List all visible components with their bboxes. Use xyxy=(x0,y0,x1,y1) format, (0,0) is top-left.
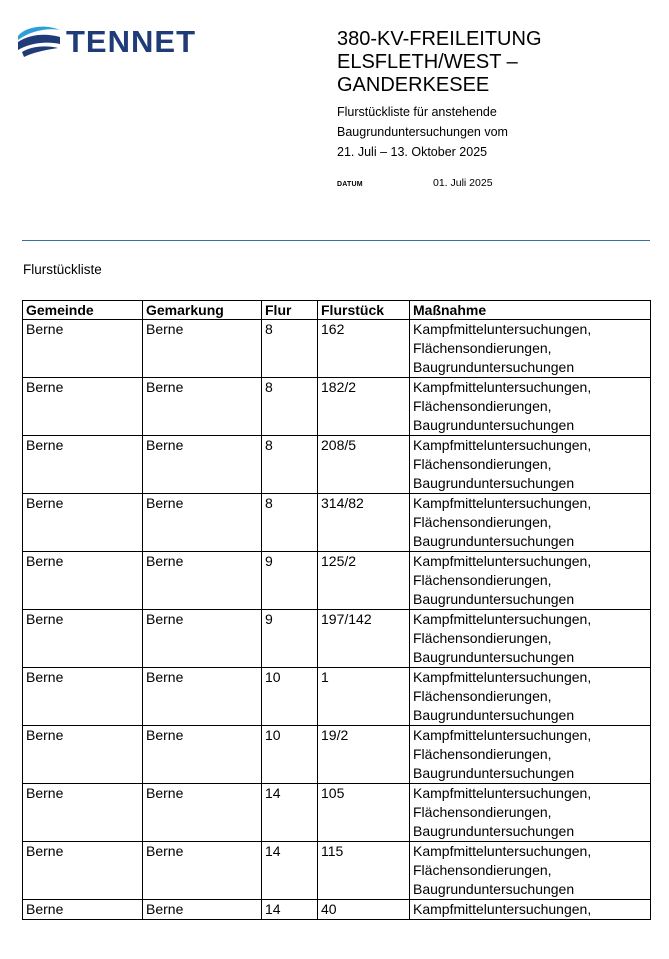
cell-gemeinde: Berne xyxy=(23,552,143,610)
cell-massnahme: Kampfmitteluntersuchungen, Flächensondierungen, Baugrunduntersuchungen xyxy=(410,494,651,552)
cell-gemeinde: Berne xyxy=(23,320,143,378)
date-label: DATUM xyxy=(337,181,363,188)
title-block xyxy=(337,28,657,189)
cell-gemarkung: Berne xyxy=(143,494,262,552)
cell-massnahme: Kampfmitteluntersuchungen, Flächensondierungen, Baugrunduntersuchungen xyxy=(410,610,651,668)
cell-flur: 9 xyxy=(262,552,318,610)
cell-gemarkung: Berne xyxy=(143,668,262,726)
table-row xyxy=(23,494,651,552)
cell-gemeinde: Berne xyxy=(23,494,143,552)
parcel-table xyxy=(22,300,651,920)
cell-gemeinde: Berne xyxy=(23,726,143,784)
cell-gemarkung: Berne xyxy=(143,784,262,842)
cell-massnahme: Kampfmitteluntersuchungen, xyxy=(410,900,651,920)
cell-flurstueck: 314/82 xyxy=(318,494,410,552)
column-header-flur: Flur xyxy=(262,301,318,320)
cell-massnahme: Kampfmitteluntersuchungen, Flächensondierungen, Baugrunduntersuchungen xyxy=(410,552,651,610)
cell-gemarkung: Berne xyxy=(143,726,262,784)
cell-flur: 8 xyxy=(262,378,318,436)
cell-massnahme: Kampfmitteluntersuchungen, Flächensondierungen, Baugrunduntersuchungen xyxy=(410,320,651,378)
cell-flur: 9 xyxy=(262,610,318,668)
table-row xyxy=(23,726,651,784)
cell-flurstueck: 125/2 xyxy=(318,552,410,610)
table-row xyxy=(23,842,651,900)
cell-flurstueck: 19/2 xyxy=(318,726,410,784)
cell-gemarkung: Berne xyxy=(143,842,262,900)
cell-gemarkung: Berne xyxy=(143,378,262,436)
column-header-flurstueck: Flurstück xyxy=(318,301,410,320)
table-row xyxy=(23,552,651,610)
subtitle-line: Flurstückliste für anstehende xyxy=(337,105,497,119)
cell-flurstueck: 115 xyxy=(318,842,410,900)
cell-gemarkung: Berne xyxy=(143,552,262,610)
cell-gemeinde: Berne xyxy=(23,900,143,920)
table-row xyxy=(23,436,651,494)
cell-flur: 14 xyxy=(262,784,318,842)
document-subtitle xyxy=(337,102,657,162)
cell-flurstueck: 40 xyxy=(318,900,410,920)
cell-flurstueck: 197/142 xyxy=(318,610,410,668)
cell-massnahme: Kampfmitteluntersuchungen, Flächensondierungen, Baugrunduntersuchungen xyxy=(410,842,651,900)
cell-flur: 14 xyxy=(262,842,318,900)
cell-massnahme: Kampfmitteluntersuchungen, Flächensondierungen, Baugrunduntersuchungen xyxy=(410,436,651,494)
cell-flur: 10 xyxy=(262,726,318,784)
cell-gemeinde: Berne xyxy=(23,378,143,436)
cell-flur: 10 xyxy=(262,668,318,726)
tennet-logo xyxy=(16,24,196,58)
section-label: Flurstückliste xyxy=(23,262,102,277)
date-row xyxy=(337,177,657,189)
column-header-gemeinde: Gemeinde xyxy=(23,301,143,320)
cell-flurstueck: 162 xyxy=(318,320,410,378)
cell-flurstueck: 208/5 xyxy=(318,436,410,494)
cell-gemeinde: Berne xyxy=(23,784,143,842)
cell-massnahme: Kampfmitteluntersuchungen, Flächensondierungen, Baugrunduntersuchungen xyxy=(410,668,651,726)
subtitle-line: 21. Juli – 13. Oktober 2025 xyxy=(337,145,488,159)
cell-gemarkung: Berne xyxy=(143,610,262,668)
cell-flur: 8 xyxy=(262,320,318,378)
table-row xyxy=(23,784,651,842)
document-title: 380-KV-FREILEITUNG ELSFLETH/WEST – GANDERKESEE xyxy=(337,28,542,96)
table-row xyxy=(23,378,651,436)
table-row xyxy=(23,320,651,378)
cell-gemeinde: Berne xyxy=(23,610,143,668)
column-header-massnahme: Maßnahme xyxy=(410,301,651,320)
cell-flurstueck: 1 xyxy=(318,668,410,726)
cell-gemarkung: Berne xyxy=(143,320,262,378)
cell-gemeinde: Berne xyxy=(23,842,143,900)
cell-gemeinde: Berne xyxy=(23,436,143,494)
table-row xyxy=(23,668,651,726)
logo-wordmark: TENNET xyxy=(66,23,196,59)
table-row xyxy=(23,900,651,920)
table-row xyxy=(23,610,651,668)
cell-gemarkung: Berne xyxy=(143,436,262,494)
cell-flurstueck: 105 xyxy=(318,784,410,842)
column-header-gemarkung: Gemarkung xyxy=(143,301,262,320)
cell-massnahme: Kampfmitteluntersuchungen, Flächensondierungen, Baugrunduntersuchungen xyxy=(410,784,651,842)
tennet-logo-icon xyxy=(16,24,62,58)
date-value: 01. Juli 2025 xyxy=(433,177,493,189)
table-header-row xyxy=(23,301,651,320)
cell-massnahme: Kampfmitteluntersuchungen, Flächensondierungen, Baugrunduntersuchungen xyxy=(410,726,651,784)
cell-gemeinde: Berne xyxy=(23,668,143,726)
cell-gemarkung: Berne xyxy=(143,900,262,920)
subtitle-line: Baugrunduntersuchungen vom xyxy=(337,125,508,139)
cell-flur: 8 xyxy=(262,436,318,494)
cell-flurstueck: 182/2 xyxy=(318,378,410,436)
header-divider xyxy=(22,240,650,241)
cell-flur: 8 xyxy=(262,494,318,552)
cell-massnahme: Kampfmitteluntersuchungen, Flächensondierungen, Baugrunduntersuchungen xyxy=(410,378,651,436)
cell-flur: 14 xyxy=(262,900,318,920)
